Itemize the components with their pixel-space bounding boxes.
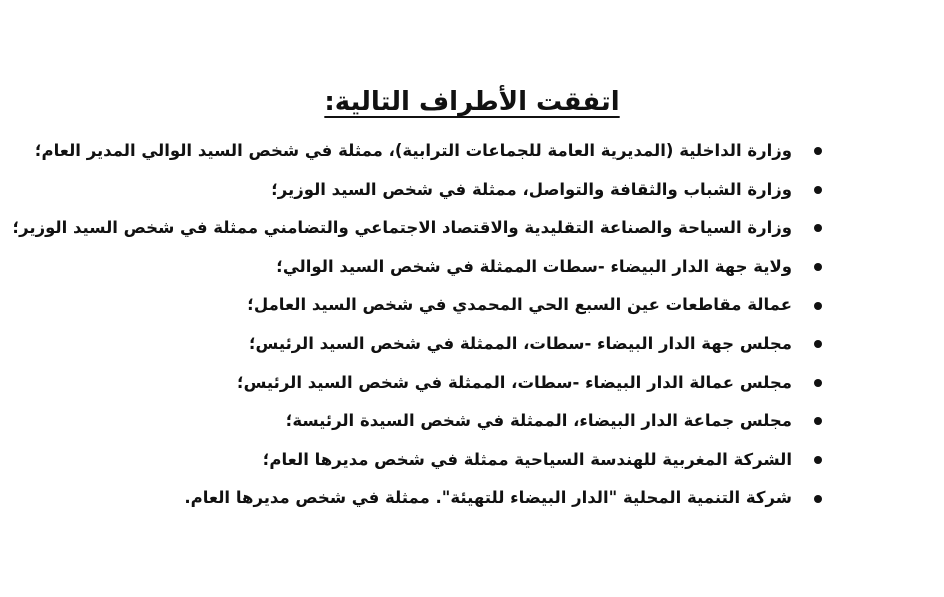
list-item-text: مجلس جماعة الدار البيضاء، الممثلة في شخص السيدة الرئيسة؛ — [285, 411, 792, 431]
bullet-icon — [814, 224, 822, 232]
list-item-text: مجلس جهة الدار البيضاء -سطات، الممثلة في شخص السيد الرئيس؛ — [248, 333, 792, 353]
bullet-icon — [814, 379, 822, 387]
list-item — [74, 325, 834, 364]
bullet-icon — [814, 186, 822, 194]
list-item — [12, 209, 834, 248]
list-item — [74, 248, 834, 287]
list-item-text: وزارة الداخلية (المديرية العامة للجماعات الترابية)، ممثلة في شخص السيد الوالي المدير العام؛ — [34, 141, 792, 160]
list-item-text: وزارة السياحة والصناعة التقليدية والاقتصاد الاجتماعي والتضامني ممثلة في شخص السيد الوزير؛ — [12, 218, 792, 238]
list-item — [74, 402, 834, 441]
list-item-text: وزارة الشباب والثقافة والتواصل، ممثلة في شخص السيد الوزير؛ — [271, 179, 792, 199]
list-item-text: مجلس عمالة الدار البيضاء -سطات، الممثلة في شخص السيد الرئيس؛ — [237, 372, 792, 392]
section-title — [0, 82, 944, 122]
bullet-icon — [814, 147, 822, 155]
bullet-icon — [814, 495, 822, 503]
list-item — [74, 364, 834, 403]
list-item-text: عمالة مقاطعات عين السبع الحي المحمدي في شخص السيد العامل؛ — [247, 295, 792, 315]
list-item-text: الشركة المغربية للهندسة السياحية ممثلة في شخص مديرها العام؛ — [262, 449, 792, 469]
bullet-icon — [814, 302, 822, 310]
list-item — [74, 286, 834, 325]
bullet-icon — [814, 456, 822, 464]
list-item — [74, 441, 834, 480]
bullet-icon — [814, 417, 822, 425]
list-item — [74, 171, 834, 210]
list-item-text: شركة التنمية المحلية "الدار البيضاء للتهيئة". ممثلة في شخص مديرها العام. — [184, 488, 792, 508]
bullet-icon — [814, 263, 822, 271]
bullet-icon — [814, 340, 822, 348]
list-item — [74, 479, 834, 518]
parties-list — [12, 132, 834, 518]
list-item — [34, 132, 834, 171]
section-title-text: اتفقت الأطراف التالية: — [324, 87, 620, 117]
list-item-text: ولاية جهة الدار البيضاء -سطات الممثلة في شخص السيد الوالي؛ — [276, 256, 792, 276]
